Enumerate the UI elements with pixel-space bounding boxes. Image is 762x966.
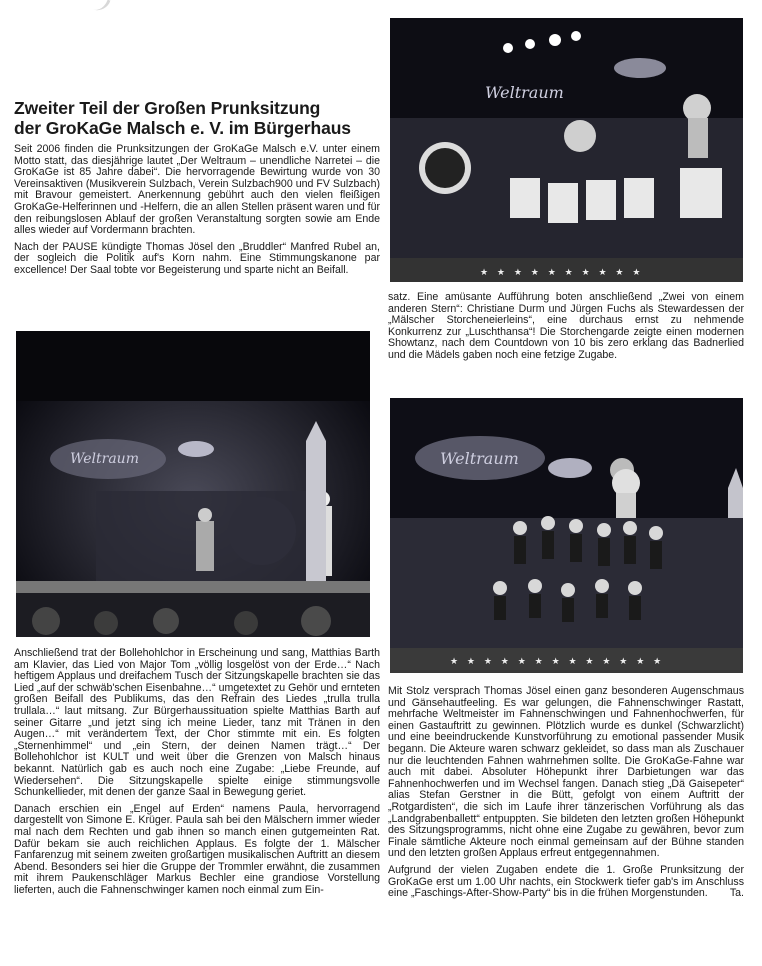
photo-drummers [390,18,743,282]
closing-text: Aufgrund der vielen Zugaben endete die 1. Große Prunksitzung der GroKaGe erst um 1.00 Uhr nachts, ein Stockwerk tiefer gab's im Anschluss eine „Faschings-After-Show-Party“ bis in die frühen Morgenstunden. [388,863,744,900]
article-header [14,98,380,138]
svg-text:★ ★ ★ ★ ★ ★ ★ ★ ★ ★ ★ ★ ★: ★ ★ ★ ★ ★ ★ ★ ★ ★ ★ ★ ★ ★ [450,657,665,667]
right-text-bottom [388,686,744,900]
author-signoff: Ta. [729,887,744,900]
title-line-2: der GroKaGe Malsch e. V. im Bürgerhaus [14,118,351,138]
paragraph-closing [388,865,744,900]
banner-text: Weltraum [70,451,139,467]
title-line-1: Zweiter Teil der Großen Prunksitzung [14,98,321,118]
left-text-bottom [14,648,380,896]
svg-text:★ ★ ★ ★ ★ ★ ★ ★ ★ ★: ★ ★ ★ ★ ★ ★ ★ ★ ★ ★ [480,268,644,278]
paragraph-paula: Danach erschien ein „Engel auf Erden“ namens Paula, hervorragend dargestellt von Simone E. Krüger. Paula sah bei den Mälschern immer wieder mal nach dem Rechten und gab ihnen so manch einen gutgemeinten Rat. Dafür bekam sie auch reichlichen Applaus. Es folgte der 1. Mälscher Fanfarenzug mit seinem zweiten großartigen musikalischen Auftritt an diesem Abend. Besonders sei hier die Gruppe der Trommler erwähnt, die zusammen mit ihrem Paukenschläger Markus Bechler eine grandiose Vorstellung lieferten, auch die Fahnenschwinger kamen noch einmal zum Ein- [14,802,380,896]
paragraph-fahnenschwinger: Mit Stolz versprach Thomas Jösel einen ganz besonderen Augenschmaus und Gänsehautfeeling. Es war gelungen, die Fahnenschwinger Rastatt, mehrfache Weltmeister im Fahnenschwingen und Fahnenhochwerfen, für einen Gastauftritt zu gewinnen. Plötzlich wurde es dunkel (Schwarzlicht) und eine beeindruckende Kunstvorführung zu emotional passender Musik begann. Die Akteure waren schwarz gekleidet, so dass man als Zuschauer nur die leuchtenden Fahnen wahrnehmen sollte. Die GroKaGe-Fahne war auch mit dabei. Absoluter Höhepunkt ihrer Darbietungen war das Fahnenhochwerfen und im Wechsel fangen. Danach stieg „Dä Gaisepeter“ alias Stefan Gerstner in die Bütt, gefolgt von einem Auftritt der „Rotgardisten“, die sich im Laufe ihrer tänzerischen Vorführung als das „Landgrabenballett“ entpuppten. Sie bildeten den letzten großen Höhepunkt des Sitzungsprogramms, nicht ohne eine Zugabe zu gewähren, bevor zum Finale sämtliche Akteure noch einmal gemeinsam auf der Bühne standen und den letzten großen Applaus erfreut entgegennahmen. [388,685,744,860]
paragraph-pause: Nach der PAUSE kündigte Thomas Jösel den „Bruddler“ Manfred Rubel an, der sogleich die Politik auf's Korn nahm. Eine Stimmungskanone par excellence! Der Saal tobte vor Begeisterung und sparte nicht an Beifall. [14,240,380,276]
photo-stage-astronaut [16,331,370,637]
right-text-middle [388,292,744,362]
left-text-top [14,144,380,277]
photo-dancers [390,398,743,673]
banner-text-dancers: Weltraum [440,449,519,468]
paragraph-bollehohlchor: Anschließend trat der Bollehohlchor in Erscheinung und sang, Matthias Barth am Klavier, das Lied von Major Tom „völlig losgelöst von der Erde…“ Nach heftigem Applaus und dreifachem Tusch der Sitzungskapelle brachten sie das Lied „auf der schwäb'schen Eisenbahne…“ umgetextet zu Gehör und ernteten großen Beifall des Publikums, das den Refrain des Liedes „trulla trulla trullala…“ laut mitsang. Zur Bürgerhaussituation spielte Matthias Barth auf seiner Gitarre „und jetzt sing ich meine Lieder, tanz mit Tränen in den Augen…“ mit verändertem Text, der Chor stimmte mit ein. Es folgten „Sternenhimmel“ und „ein Stern, der deinen Namen trägt…“ Der Bollehohlchor ist KULT und weit über die Grenzen von Malsch hinaus bekannt. Natürlich gab es auch noch eine Zugabe: „Liebe Freunde, auf Wiedersehen“. Die Sitzungskapelle spielte einige stimmungsvolle Schunkellieder, mit denen der ganze Saal in Bewegung geriet. [14,647,380,799]
paragraph-stewardessen: satz. Eine amüsante Aufführung boten anschließend „Zwei von einem anderen Stern“: Christiane Durm und Jürgen Fuchs als Stewardessen der „Mälscher Storcheneierleins“, eine durchaus ernst zu nehmende Konkurrenz zur „Luschthansa“! Die Storchengarde zeigte einen modernen Showtanz, nach dem Countdown von 10 bis zero erklang das Badnerlied und die Mädels gaben noch eine fetzige Zugabe. [388,291,744,361]
paragraph-intro: Seit 2006 finden die Prunksitzungen der GroKaGe Malsch e.V. unter einem Motto statt, das diesjährige lautet „Der Weltraum – unendliche Narretei – die GroKaGe ist 85 Jahre dabei“. Die hervorragende Bewirtung wurde von 30 Vereinsaktiven (Musikverein Sulzbach, Verein Sulzbach900 und FV Sulzbach) mit Bravour gemeistert. Anerkennung gebührt auch den vielen fleißigen GroKaGe-Helferinnen und -Helfern, die an allen Stellen präsent waren und für den reibungslosen Ablauf der großen Veranstaltung sorgten sowie am Ende alles wieder auf Vordermann brachten. [14,143,380,237]
page-corner-mark [80,0,110,14]
article-title [14,98,380,138]
banner-text-drummers: Weltraum [485,83,564,102]
